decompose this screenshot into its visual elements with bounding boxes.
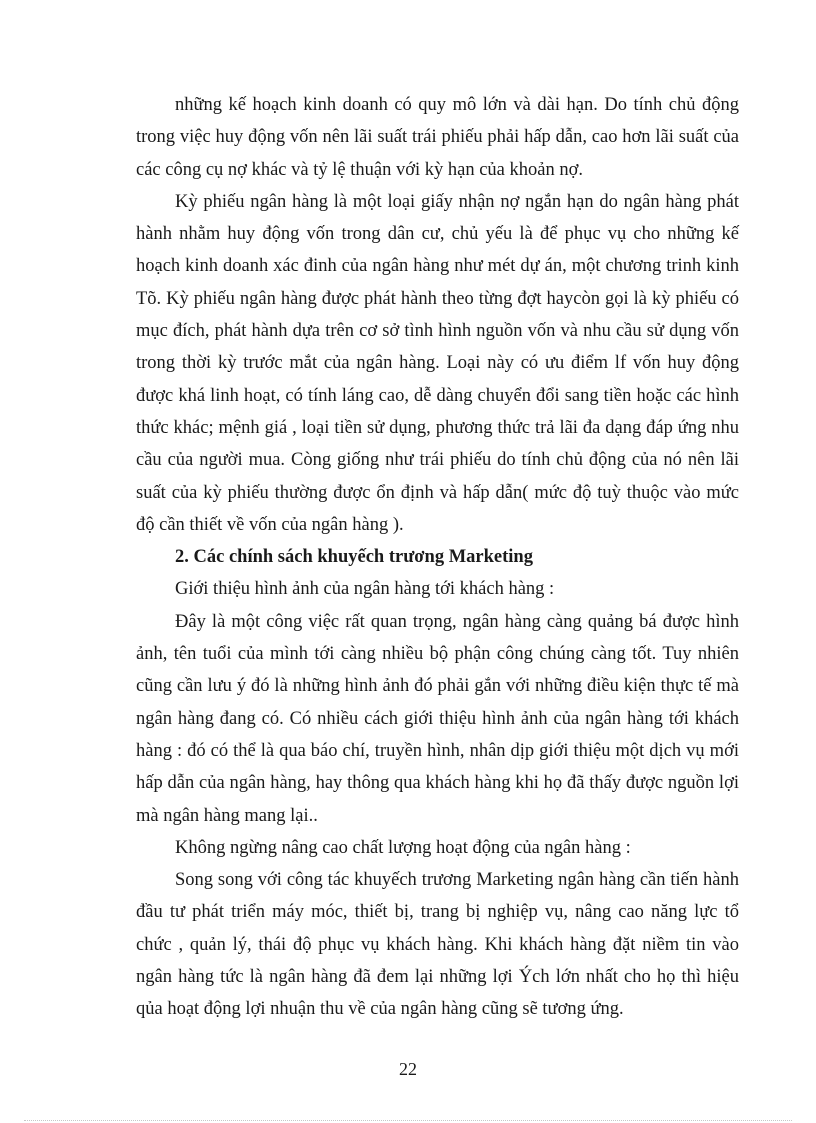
paragraph-promissory-notes: Kỳ phiếu ngân hàng là một loại giấy nhận nợ ngắn hạn do ngân hàng phát hành nhằm huy động vốn trong dân cư, chủ yếu là để phục vụ cho những kế hoạch kinh doanh xác đinh của ngân hàng như mét dự án, một chương trinh kinh Tõ. Kỳ phiếu ngân hàng được phát hành theo từng đợt haycòn gọi là kỳ phiếu có mục đích, phát hành dựa trên cơ sở tình hình nguồn vốn và nhu cầu sử dụng vốn trong thời kỳ trước mắt của ngân hàng. Loại này có ưu điểm lf vốn huy động được khá linh hoạt, có tính láng cao, dễ dàng chuyển đổi sang tiền hoặc các hình thức khác; mệnh giá , loại tiền sử dụng, phương thức trả lãi đa dạng đáp ứng nhu cầu của người mua. Còng giống như trái phiếu do tính chủ động của nó nên lãi suất của kỳ phiếu thường được ổn định và hấp dẫn( mức độ tuỳ thuộc vào mức độ cần thiết về vốn của ngân hàng ). xyxy=(136,191,739,535)
paragraph-bond-interest: những kế hoạch kinh doanh có quy mô lớn và dài hạn. Do tính chủ động trong việc huy động vốn nên lãi suất trái phiếu phải hấp dẫn, cao hơn lãi suất của các công cụ nợ khác và tỷ lệ thuận với kỳ hạn của khoản nợ. xyxy=(136,95,739,180)
page-bottom-divider xyxy=(24,1120,792,1121)
paragraph-image-details: Đây là một công việc rất quan trọng, ngân hàng càng quảng bá được hình ảnh, tên tuổi của mình tới càng nhiều bộ phận công chúng càng tốt. Tuy nhiên cũng cần lưu ý đó là những hình ảnh đó phải gắn với những điều kiện thực tế mà ngân hàng đang có. Có nhiều cách giới thiệu hình ảnh của ngân hàng tới khách hàng : đó có thể là qua báo chí, truyền hình, nhân dịp giới thiệu một dịch vụ mới hấp dẫn của ngân hàng, hay thông qua khách hàng khi họ đã thấy được nguồn lợi mà ngân hàng mang lại.. xyxy=(136,611,739,826)
paragraph-quality-intro: Không ngừng nâng cao chất lượng hoạt động của ngân hàng : xyxy=(175,837,631,858)
section-heading: 2. Các chính sách khuyếch trương Marketing xyxy=(175,547,533,568)
paragraph-image-intro: Giới thiệu hình ảnh của ngân hàng tới khách hàng : xyxy=(175,579,555,600)
page-body xyxy=(136,89,739,1026)
paragraph-quality-details: Song song với công tác khuyếch trương Marketing ngân hàng cần tiến hành đầu tư phát triển máy móc, thiết bị, trang bị nghiệp vụ, nâng cao năng lực tổ chức , quản lý, thái độ phục vụ khách hàng. Khi khách hàng đặt niềm tin vào ngân hàng tức là ngân hàng đã đem lại những lợi Ých lớn nhất cho họ thì hiệu qủa hoạt động lợi nhuận thu về của ngân hàng cũng sẽ tương ứng. xyxy=(136,870,739,1020)
page-number: 22 xyxy=(399,1059,417,1079)
